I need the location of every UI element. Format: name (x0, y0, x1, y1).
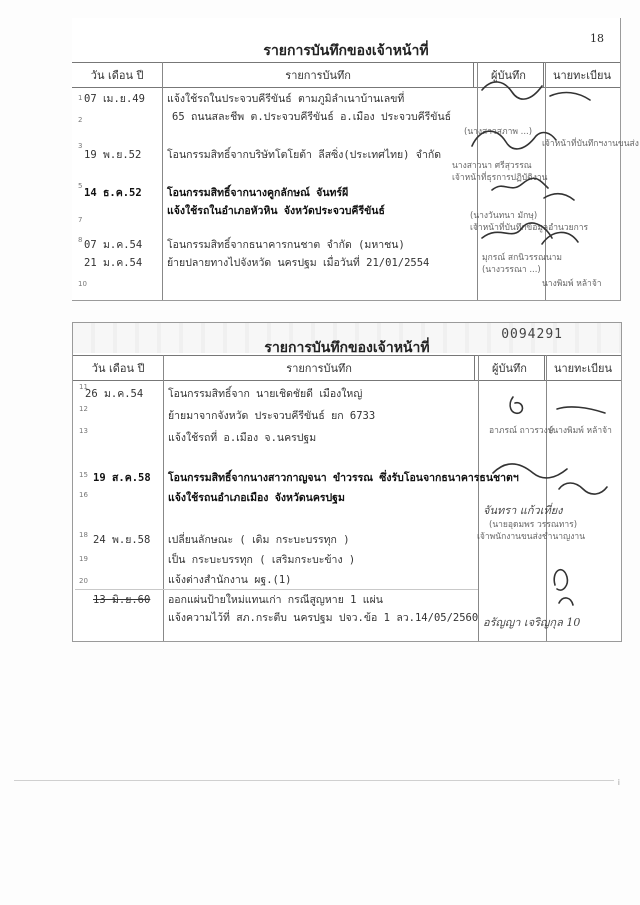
record-sheet-2: 0094291 รายการบันทึกของเจ้าหน้าที่ วัน เดือน ปี รายการบันทึก ผู้บันทึก นายทะเบียน 11 12 13 15 16 18 19 20 26 ม.ค.54 โอนกรรมสิทธิ์จาก นายเชิดชัยดี เมืองใหญ่ ย้ายมาจากจังหวัด ประจวบคีรีขันธ์ ยก 6733 แจ้งใช้รถที่ อ.เมือง จ.นครปฐม 19 ส.ค.58 โอนกรรมสิทธิ์จากนางสาวกาญจนา ขำวรรณ ซึ่งรับโอนจากธนาคารธนชาตฯ แจ้งใช้รถนอำเภอเมือง จังหวัดนครปฐม 24 พ.ย.58 เปลี่ยนลักษณะ ( เดิม กระบะบรรทุก ) เป็น กระบะบรรทุก ( เสริมกระบะข้าง ) แจ้งต่างสำนักงาน ผฐ.(1) 13 มิ.ย.60 ออกแผ่นป้ายใหม่แทนเก่า กรณีสูญหาย 1 แผ่น แจ้งความไว้ที่ สภ.กระตีบ นครปฐม ปจว.ข้อ 1 ลว.14/05/2560 อาภรณ์ ถาวรวงษ์ (นางพิมพ์ หล้าจ้า จันทรา แก้วเที่ยง (นายอุดมพร วรรณทาร) เจ้าพนักงานขนส่งชำนาญงาน อรัญญา เจริญกุล 10 (72, 322, 622, 642)
header-date: วัน เดือน ปี (73, 356, 164, 381)
entry-line: โอนกรรมสิทธิ์จากบริษัทโตโยต้า ลีสซิ่ง(ประเทศไทย) จำกัด (167, 149, 442, 161)
officer-signature-name: อรัญญา เจริญกุล 10 (483, 616, 581, 629)
officer-stamp: (นางวรรณา ...) (482, 265, 541, 275)
officer-stamp: เจ้าหน้าที่ธุรการปฏิบัติงาน (452, 173, 548, 183)
entry-date: 14 ธ.ค.52 (84, 187, 142, 199)
sheet-2-title: รายการบันทึกของเจ้าหน้าที่ (264, 340, 430, 356)
entry-line: โอนกรรมสิทธิ์จาก นายเชิดชัยดี เมืองใหญ่ (168, 388, 363, 400)
entry-line: ย้ายปลายทางไปจังหวัด นครปฐม เมื่อวันที่ 21/01/2554 (167, 257, 430, 269)
officer-stamp: มุกรณ์ สกนิวรรณนาม (482, 253, 563, 263)
header-entry: รายการบันทึก (164, 356, 475, 381)
officer-stamp: นางพิมพ์ หล้าจ้า (542, 279, 602, 289)
entry-line: ย้ายมาจากจังหวัด ประจวบคีรีขันธ์ ยก 6733 (168, 410, 376, 422)
entry-line: โอนกรรมสิทธิ์จากนางคูกลักษณ์ จันทร์ผี (167, 187, 349, 199)
serial-number: 0094291 (501, 327, 563, 342)
entry-line: เปลี่ยนลักษณะ ( เดิม กระบะบรรทุก ) (168, 534, 350, 546)
header-recorder: ผู้บันทึก (474, 356, 544, 381)
entry-date: 26 ม.ค.54 (85, 388, 144, 400)
entry-line: เป็น กระบะบรรทุก ( เสริมกระบะข้าง ) (168, 554, 356, 566)
officer-stamp: อาภรณ์ ถาวรวงษ์ (489, 426, 554, 436)
officer-stamp: เจ้าหน้าที่บันทึกข้อมูลอำนวยการ (470, 223, 589, 233)
officer-stamp: (นางวันทนา มักษุ) (470, 211, 538, 221)
entry-line: แจ้งใช้รถนอำเภอเมือง จังหวัดนครปฐม (168, 492, 345, 504)
entry-line: แจ้งใช้รถในอำเภอหัวหิน จังหวัดประจวบคีรีขันธ์ (167, 205, 385, 217)
header-registrar: นายทะเบียน (543, 63, 620, 88)
officer-stamp: เจ้าพนักงานขนส่งชำนาญงาน (477, 532, 586, 542)
officer-stamp: เจ้าหน้าที่บันทึกฯงานขนส่ง (542, 139, 639, 149)
entry-line: แจ้งต่างสำนักงาน ผฐ.(1) (168, 574, 292, 586)
page-number: 18 (590, 32, 604, 45)
sheet-1-title: รายการบันทึกของเจ้าหน้าที่ (263, 43, 429, 59)
entry-line: ออกแผ่นป้ายใหม่แทนเก่า กรณีสูญหาย 1 แผ่น (168, 594, 383, 606)
margin-mark: i (617, 778, 620, 787)
header-recorder: ผู้บันทึก (473, 63, 543, 88)
entry-date: 21 ม.ค.54 (84, 257, 143, 269)
entry-date: 13 มิ.ย.60 (93, 594, 151, 606)
entry-date: 24 พ.ย.58 (93, 534, 151, 546)
officer-stamp: (นางพิมพ์ หล้าจ้า (549, 426, 612, 436)
header-date: วัน เดือน ปี (72, 63, 163, 88)
officer-signature-name: จันทรา แก้วเที่ยง (483, 504, 563, 517)
entry-line: แจ้งใช้รถในประจวบคีรีขันธ์ ตามภูมิลำเนาบ้านเลขที่ (167, 93, 405, 105)
scan-edge-line (14, 780, 614, 781)
entry-line: โอนกรรมสิทธิ์จากธนาคารกนชาต จำกัด (มหาชน) (167, 239, 405, 251)
header-entry: รายการบันทึก (163, 63, 474, 88)
entry-line: 65 ถนนสละชีพ ต.ประจวบคีรีขันธ์ อ.เมือง ประจวบคีรีขันธ์ (172, 111, 452, 123)
entry-date: 19 ส.ค.58 (93, 472, 151, 484)
officer-stamp: (นางสาวสุภาพ ...) (464, 127, 533, 137)
header-registrar: นายทะเบียน (544, 356, 621, 381)
entry-date: 19 พ.ย.52 (84, 149, 142, 161)
entry-line: โอนกรรมสิทธิ์จากนางสาวกาญจนา ขำวรรณ ซึ่งรับโอนจากธนาคารธนชาตฯ (168, 472, 519, 484)
record-sheet-1: รายการบันทึกของเจ้าหน้าที่ 18 วัน เดือน ปี รายการบันทึก ผู้บันทึก นายทะเบียน 1 2 3 5 7 8 10 07 เม.ย.49 แจ้งใช้รถในประจวบคีรีขันธ์ ตามภูมิลำเนาบ้านเลขที่ 65 ถนนสละชีพ ต.ประจวบคีรีขันธ์ อ.เมือง ประจวบคีรีขันธ์ 19 พ.ย.52 โอนกรรมสิทธิ์จากบริษัทโตโยต้า ลีสซิ่ง(ประเทศไทย) จำกัด 14 ธ.ค.52 โอนกรรมสิทธิ์จากนางคูกลักษณ์ จันทร์ผี แจ้งใช้รถในอำเภอหัวหิน จังหวัดประจวบคีรีขันธ์ 07 ม.ค.54 โอนกรรมสิทธิ์จากธนาคารกนชาต จำกัด (มหาชน) 21 ม.ค.54 ย้ายปลายทางไปจังหวัด นครปฐม เมื่อวันที่ 21/01/2554 (นางสาวสุภาพ ...) เจ้าหน้าที่บันทึกฯงานขนส่ง นางสาวนา ศรีสุวรรณ เจ้าหน้าที่ธุรการปฏิบัติงาน (นางวันทนา มักษุ) เจ้าหน้าที่บันทึกข้อมูลอำนวยการ มุกรณ์ สกนิวรรณนาม (นางวรรณา ...) นางพิมพ์ หล้าจ้า (72, 18, 621, 301)
officer-stamp: นางสาวนา ศรีสุวรรณ (452, 161, 532, 171)
officer-stamp: (นายอุดมพร วรรณทาร) (489, 520, 578, 530)
entry-line: แจ้งความไว้ที่ สภ.กระตีบ นครปฐม ปจว.ข้อ 1 ลว.14/05/2560 (168, 612, 479, 624)
entry-date: 07 ม.ค.54 (84, 239, 143, 251)
entry-date: 07 เม.ย.49 (84, 93, 145, 105)
entry-line: แจ้งใช้รถที่ อ.เมือง จ.นครปฐม (168, 432, 317, 444)
